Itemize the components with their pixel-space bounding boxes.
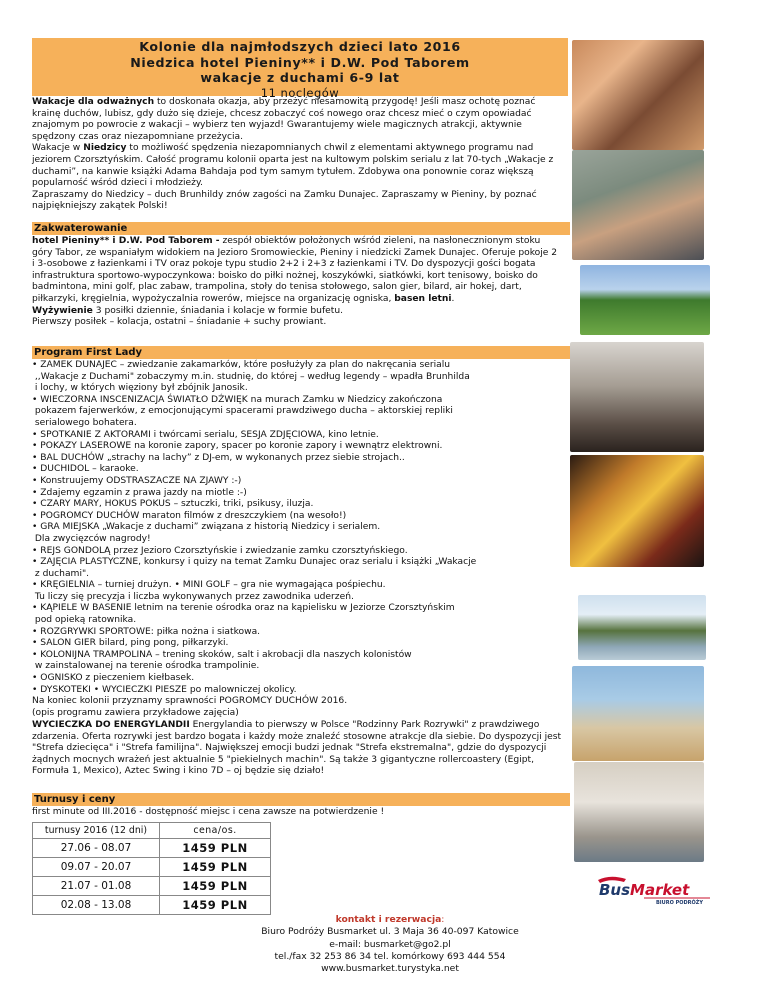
program-item: serialowego bohatera.: [32, 417, 137, 428]
photo-game-room: [570, 455, 704, 567]
svg-text:BIURO PODRÓŻY: BIURO PODRÓŻY: [656, 900, 703, 906]
intro-text: [32, 97, 562, 213]
program-list: [32, 360, 572, 719]
program-item: • POGROMCY DUCHÓW maraton filmów z dreszczykiem (na wesoło!): [32, 510, 347, 521]
photo-children-faces: [572, 40, 704, 150]
program-item: i lochy, w których więziony był zbójnik Janosik.: [32, 383, 248, 394]
row-price: 1459 PLN: [160, 858, 271, 877]
photo-children-beach: [572, 666, 704, 761]
header-price: cena/os.: [160, 823, 271, 839]
food-paragraph: [32, 306, 562, 318]
busmarket-logo-mark: [596, 876, 712, 906]
program-item: Dla zwycięzców nagrody!: [32, 533, 151, 544]
energylandia-paragraph: [32, 720, 572, 778]
program-item: • ZAMEK DUNAJEC – zwiedzanie zakamarków, które posłużyły za plan do nakręcania serialu: [32, 360, 451, 370]
intro-paragraph-3: Zapraszamy do Niedzicy – duch Brunhildy znów zagości na Zamku Dunajec. Zapraszamy w Pieniny, by poznać najpiękniejszy zakątek Polski!: [32, 189, 537, 212]
program-item: z duchami".: [32, 568, 90, 579]
program-item: • Konstruujemy ODSTRASZACZE NA ZJAWY :-): [32, 475, 242, 486]
svg-text:BusMarket: BusMarket: [599, 881, 690, 899]
row-dates: 02.08 - 13.08: [33, 896, 160, 915]
intro-bold: Wakacje dla odważnych: [32, 97, 155, 107]
price-table: [32, 822, 271, 915]
photo-castle-lake: [578, 595, 706, 660]
program-item: ,,Wakacje z Duchami" zobaczymy m.in. studnię, do której – według legendy – wpadła Brunhilda: [32, 371, 470, 382]
title-line-3: wakacje z duchami 6-9 lat: [200, 70, 400, 85]
intro-paragraph-2: [32, 143, 562, 189]
program-item: pokazem fajerwerków, z emocjonującymi spacerami prawdziwego ducha – aktorskiej repliki: [32, 406, 453, 417]
busmarket-logo: [596, 876, 712, 906]
photo-hotel-building: [580, 265, 710, 335]
header-dates: turnusy 2016 (12 dni): [33, 823, 160, 839]
intro-bold-2: Niedzicy: [83, 143, 127, 154]
contact-colon: :: [441, 914, 445, 925]
table-row: [33, 877, 271, 896]
hotel-bold: hotel Pieniny** i D.W. Pod Taborem -: [32, 236, 220, 246]
photo-adult-with-children: [572, 150, 704, 260]
program-item: pod opieką ratownika.: [32, 615, 137, 626]
program-item: • CZARY MARY, HOKUS POKUS – sztuczki, triki, psikusy, iluzja.: [32, 499, 314, 510]
header-banner: [32, 38, 568, 100]
title-line-4: 11 noclegów: [260, 85, 340, 100]
row-price: 1459 PLN: [160, 839, 271, 858]
prices-note: first minute od III.2016 - dostępność miejsc i cena zawsze na potwierdzenie !: [32, 807, 385, 817]
table-row: [33, 839, 271, 858]
table-row: [33, 858, 271, 877]
section-bar-accommodation: Zakwaterowanie: [32, 222, 570, 235]
section-bar-prices: Turnusy i ceny: [32, 793, 570, 806]
hotel-text: zespół obiektów położonych wśród zieleni, na nasłonecznionym stoku góry Tabor, ze wspaniałym widokiem na Jezioro Sromowieckie, Pieniny i niedzicki Zamek Dunajec. Oferuje pokoje 2 i 3-osobowe z łazienkami i TV oraz pokoje typu studio 2+2 i 2+3 z łazienkami i TV. Do dyspozycji gości bogata infrastruktura sportowo-wypoczynkowa: boisko do piłki nożnej, koszykówki, siatkówki, kort tenisowy, boisko do badmintona, mini golf, plac zabaw, trampolina, stoły do tenisa stołowego, salon gier, bilard, air hokej, dart, piłkarzyki, kręgielnia, wypożyczalnia rowerów, miejsce na organizację ogniska,: [32, 236, 558, 304]
row-dates: 09.07 - 20.07: [33, 858, 160, 877]
energylandia-text: [32, 720, 572, 778]
program-item: • KOLONIJNA TRAMPOLINA – trening skoków, salt i akrobacji dla naszych kolonistów: [32, 649, 412, 660]
food-text: 3 posiłki dziennie, śniadania i kolacje w formie bufetu.: [92, 305, 344, 316]
energylandia-body: Energylandia to pierwszy w Polsce "Rodzinny Park Rozrywki" z prawdziwego zdarzenia. Oferta rozrywki jest bardzo bogata i każdy może znaleźć stosowne atrakcje dla siebie. Do dyspozycji jest "Strefa dziecięca" i "Strefa familijna". Największej emocji budzi jednak "Strefa ekstremalna", gdzie do dyspozycji żądnych mocnych wrażeń jest aktualnie 5 "piekielnych machin". Są także 3 gigantyczne rollercoastery (Egipt, Formuła 1, Mexico), Aztec Swing i kino 7D – oj będzie się działo!: [32, 720, 562, 777]
photo-kids-costumes: [574, 762, 704, 862]
program-item: • REJS GONDOLĄ przez Jezioro Czorsztyńskie i zwiedzanie zamku czorsztyńskiego.: [32, 545, 408, 556]
row-price: 1459 PLN: [160, 896, 271, 915]
program-item: • SALON GIER bilard, ping pong, piłkarzyki.: [32, 638, 229, 649]
program-item: w zainstalowanej na terenie ośrodka trampolinie.: [32, 661, 260, 672]
table-row: [33, 896, 271, 915]
program-item: • DUCHIDOL – karaoke.: [32, 464, 139, 475]
row-dates: 27.06 - 08.07: [33, 839, 160, 858]
program-item: Tu liczy się precyzja i liczba wykonywanych przez zawodnika uderzeń.: [32, 591, 354, 602]
program-item: Na koniec kolonii przyznamy sprawności POGROMCY DUCHÓW 2016.: [32, 696, 348, 707]
program-item: • SPOTKANIE Z AKTORAMI i twórcami serialu, SESJA ZDJĘCIOWA, kino letnie.: [32, 429, 379, 440]
photo-bowling-alley: [570, 342, 704, 452]
contact-label: kontakt i rezerwacja: [335, 914, 442, 925]
title-line-2: Niedzica hotel Pieniny** i D.W. Pod Taborem: [130, 54, 470, 70]
intro-paragraph-1: [32, 97, 562, 143]
hotel-end: .: [451, 293, 455, 304]
program-item: • BAL DUCHÓW „strachy na lachy” z DJ-em, w wykonanych przez siebie strojach..: [32, 452, 405, 463]
program-item: • Zdajemy egzamin z prawa jazdy na miotle :-): [32, 487, 247, 498]
hotel-paragraph: [32, 236, 562, 306]
contact-phone: tel./fax 32 253 86 34 tel. komórkowy 693 444 554: [274, 950, 506, 962]
row-dates: 21.07 - 01.08: [33, 877, 160, 896]
food-line-2: Pierwszy posiłek – kolacja, ostatni – śniadanie + suchy prowiant.: [32, 317, 327, 328]
contact-email[interactable]: e-mail: busmarket@go2.pl: [329, 938, 451, 950]
intro-text-2b: to możliwość spędzenia niezapomnianych chwil z elementami aktywnego programu nad jeziorem Czorsztyńskim. Całość programu kolonii oparta jest na kultowym polskim serialu z lat 70-tych „Wakacje z duchami”, na kanwie książki Adama Bahdaja pod tym samym tytułem. Zdobywa ona ponownie coraz większą popularność wśród dzieci i młodzieży.: [32, 143, 554, 189]
contact-website[interactable]: www.busmarket.turystyka.net: [321, 963, 459, 975]
program-item: (opis programu zawiera przykładowe zajęcia): [32, 707, 239, 718]
contact-address: Biuro Podróży Busmarket ul. 3 Maja 36 40-097 Katowice: [261, 926, 519, 938]
program-item: • POKAZY LASEROWE na koronie zapory, spacer po koronie zapory i wewnątrz elektrowni.: [32, 441, 443, 452]
food-bold: Wyżywienie: [32, 305, 93, 316]
intro-text-1: to doskonała okazja, aby przeżyć niesamowitą przygodę! Jeśli masz ochotę poznać krainę duchów, lubisz, gdy dużo się dzieje, chcesz zobaczyć coś nowego oraz chcesz mieć o czym opowiadać znajomym po powrocie z wakacji – wybierz ten wyjazd! Gwarantujemy wiele magicznych atrakcji, aktywnie spędzony czas oraz niezapomniane przeżycia.: [32, 97, 536, 142]
section-bar-program: Program First Lady: [32, 346, 570, 359]
energylandia-bold: WYCIECZKA DO ENERGYLANDII: [32, 720, 190, 730]
program-item: • DYSKOTEKI • WYCIECZKI PIESZE po malowniczej okolicy.: [32, 684, 297, 695]
program-item: • GRA MIEJSKA „Wakacje z duchami” związana z historią Niedzicy i serialem.: [32, 522, 381, 533]
program-item: • ROZGRYWKI SPORTOWE: piłka nożna i siatkowa.: [32, 626, 261, 637]
intro-text-2a: Wakacje w: [32, 143, 84, 154]
price-table-header: [33, 823, 271, 839]
program-item: • OGNISKO z pieczeniem kiełbasek.: [32, 673, 195, 684]
program-item: • ZAJĘCIA PLASTYCZNE, konkursy i quizy na temat Zamku Dunajec oraz serialu i książki „Wakacje: [32, 557, 477, 568]
contact-block: [200, 914, 580, 975]
contact-heading: [200, 914, 580, 926]
pool-bold: basen letni: [394, 293, 452, 304]
program-item: • KĄPIELE W BASENIE letnim na terenie ośrodka oraz na kąpielisku w Jeziorze Czorsztyńskim: [32, 603, 455, 614]
program-item: • KRĘGIELNIA – turniej drużyn. • MINI GOLF – gra nie wymagająca pośpiechu.: [32, 580, 386, 591]
row-price: 1459 PLN: [160, 877, 271, 896]
title-line-1: Kolonie dla najmłodszych dzieci lato 2016: [139, 39, 461, 54]
program-item: • WIECZORNA INSCENIZACJA ŚWIATŁO DŹWIĘK na murach Zamku w Niedzicy zakończona: [32, 394, 443, 405]
accommodation-text: [32, 236, 562, 329]
